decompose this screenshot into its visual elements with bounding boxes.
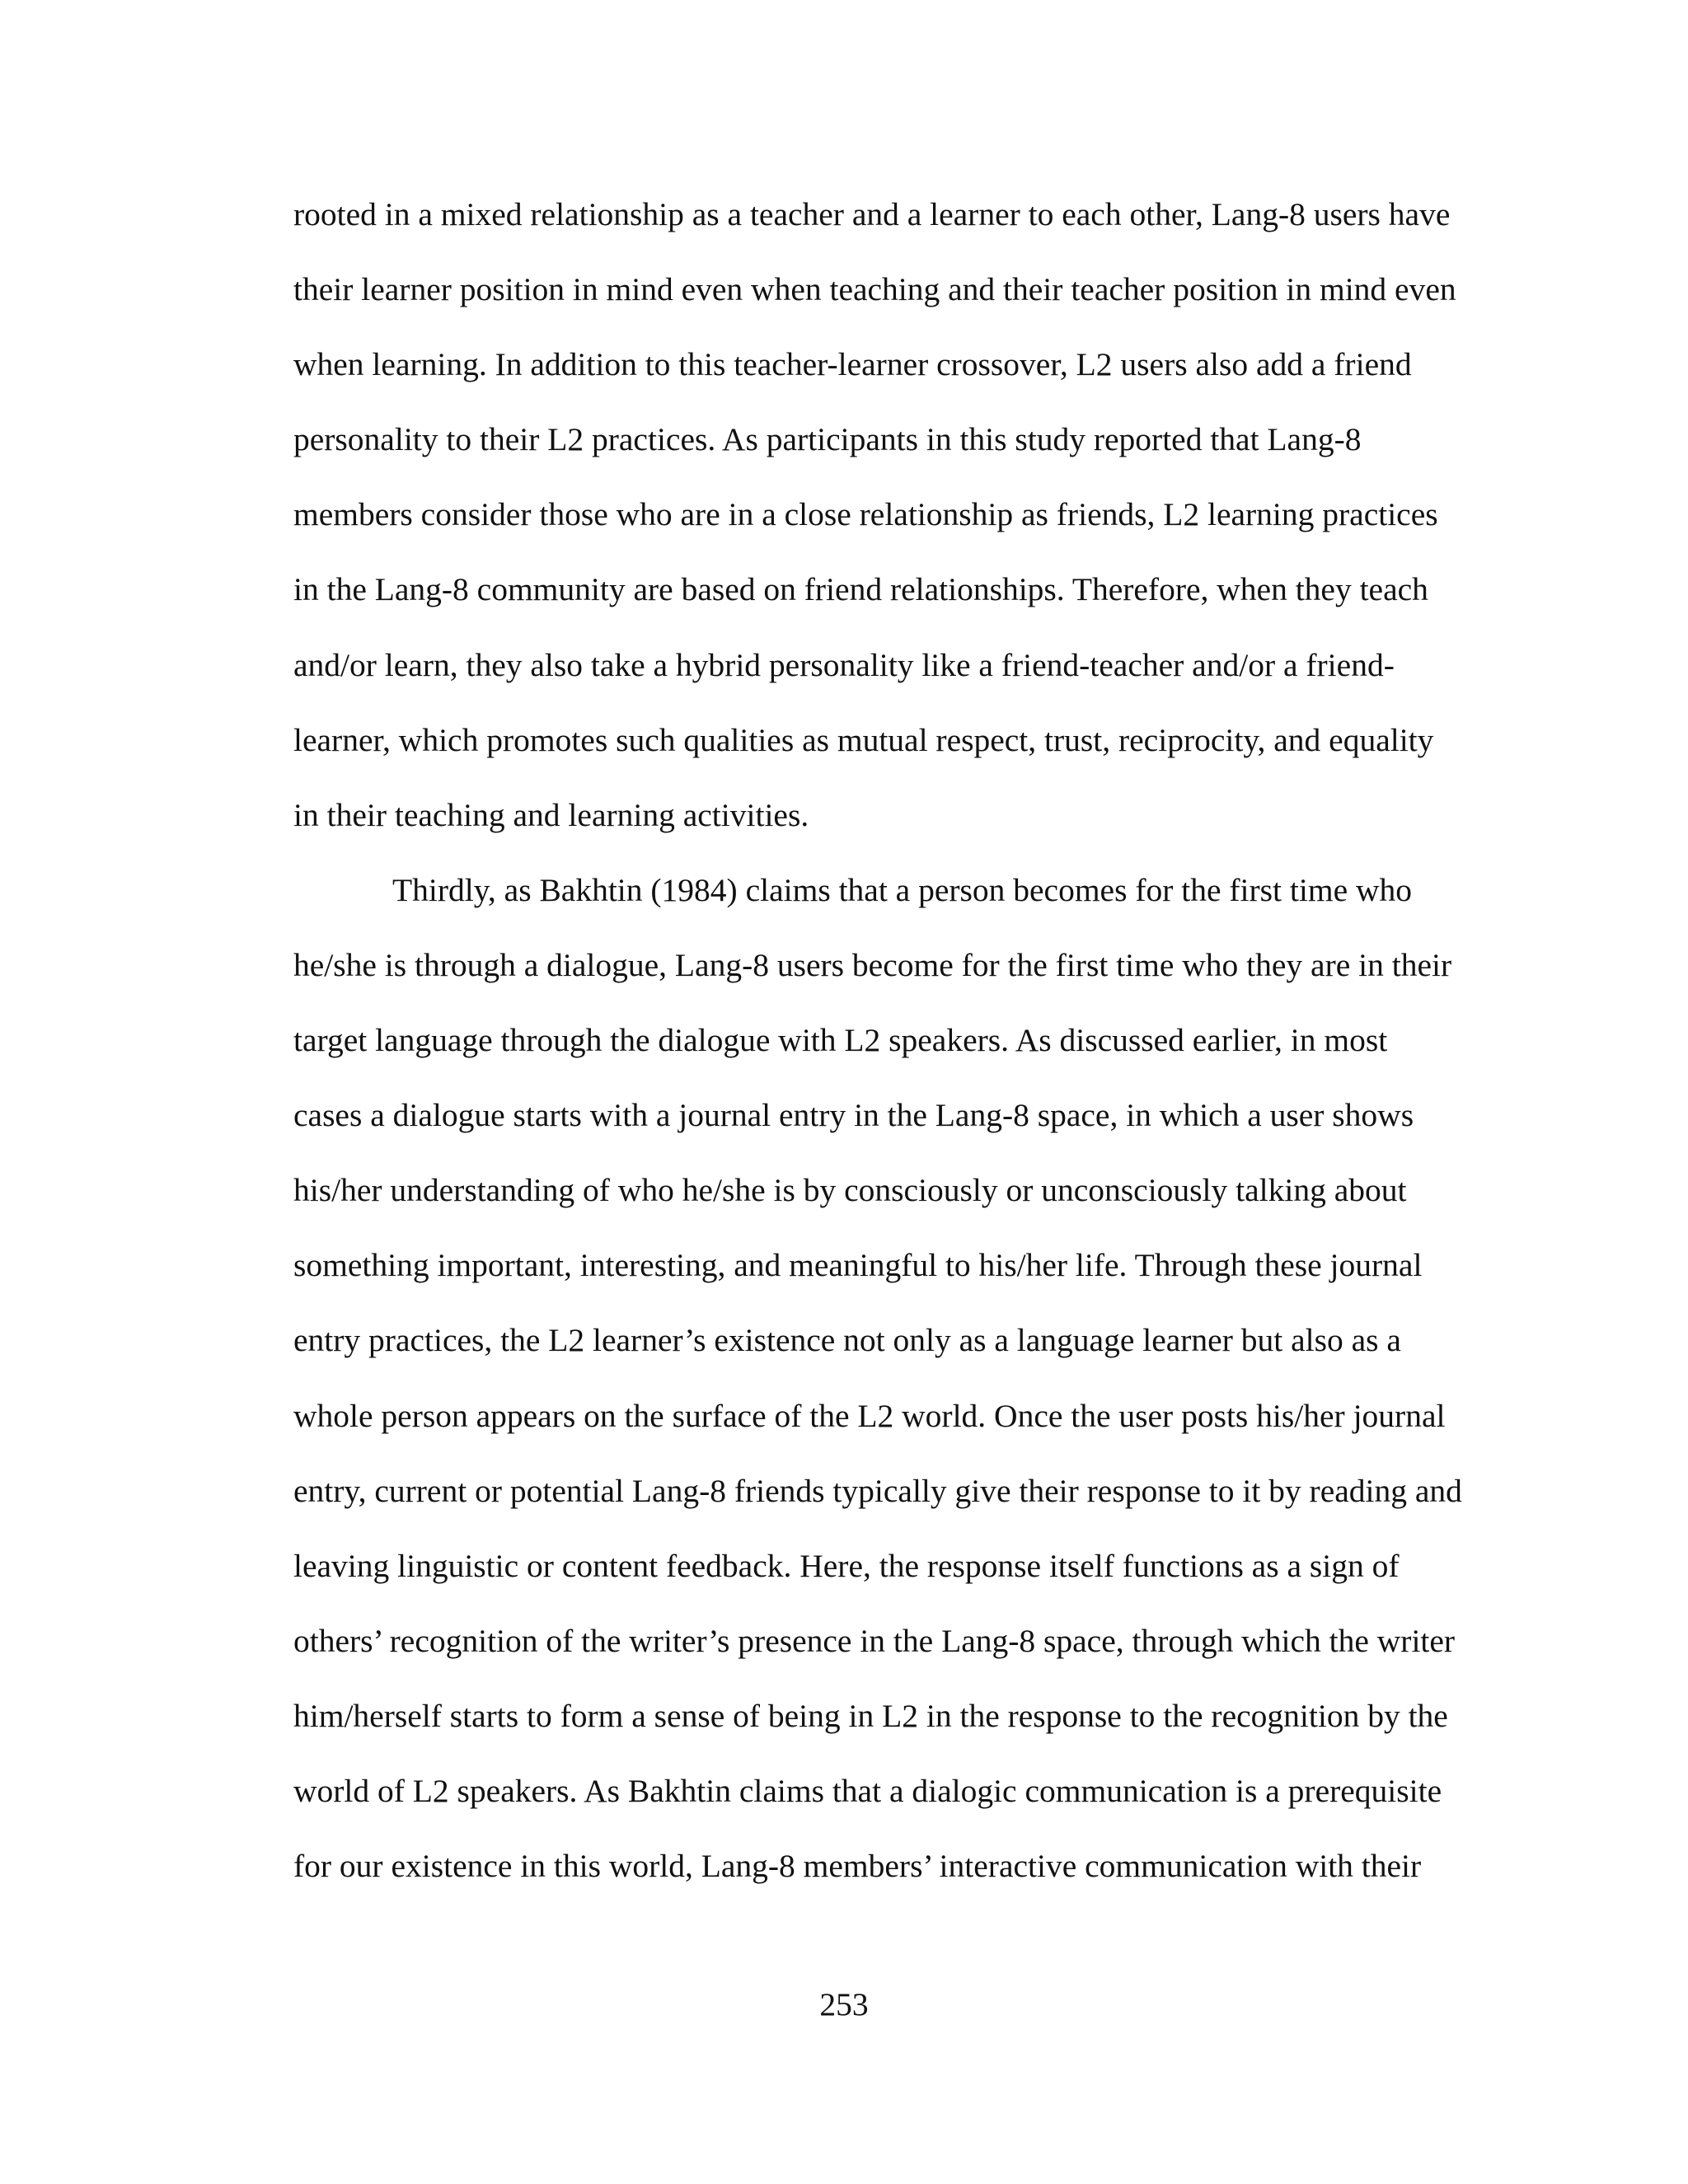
text-line: him/herself starts to form a sense of being in L2 in the response to the recognition by the (293, 1697, 1448, 1734)
text-line: in their teaching and learning activities. (293, 796, 809, 833)
text-line: whole person appears on the surface of the L2 world. Once the user posts his/her journal (293, 1397, 1446, 1434)
text-line: rooted in a mixed relationship as a teacher and a learner to each other, Lang-8 users have (293, 196, 1451, 232)
text-line: in the Lang-8 community are based on friend relationships. Therefore, when they teach (293, 571, 1428, 608)
text-line: and/or learn, they also take a hybrid personality like a friend-teacher and/or a friend- (293, 646, 1395, 683)
text-line: leaving linguistic or content feedback. Here, the response itself functions as a sign of (293, 1547, 1400, 1584)
text-line: cases a dialogue starts with a journal entry in the Lang-8 space, in which a user shows (293, 1097, 1414, 1134)
text-line: personality to their L2 practices. As participants in this study reported that Lang-8 (293, 421, 1362, 458)
text-line: when learning. In addition to this teacher-learner crossover, L2 users also add a friend (293, 346, 1412, 383)
text-line: his/her understanding of who he/she is by consciously or unconsciously talking about (293, 1172, 1407, 1209)
text-line: he/she is through a dialogue, Lang-8 users become for the first time who they are in their (293, 946, 1452, 983)
body-text (293, 190, 1480, 1916)
text-line: others’ recognition of the writer’s presence in the Lang-8 space, through which the writer (293, 1622, 1456, 1659)
text-line: their learner position in mind even when teaching and their teacher position in mind even (293, 271, 1456, 308)
text-line: entry, current or potential Lang-8 friends typically give their response to it by reading and (293, 1472, 1462, 1509)
text-line: members consider those who are in a close relationship as friends, L2 learning practices (293, 496, 1438, 533)
text-line: target language through the dialogue with L2 speakers. As discussed earlier, in most (293, 1022, 1388, 1059)
page-number: 253 (819, 1986, 869, 2022)
text-line: learner, which promotes such qualities as mutual respect, trust, reciprocity, and equality (293, 721, 1434, 758)
text-line: Thirdly, as Bakhtin (1984) claims that a person becomes for the first time who (392, 871, 1412, 908)
paragraph-1 (293, 190, 1480, 865)
text-line: for our existence in this world, Lang-8 members’ interactive communication with their (293, 1848, 1422, 1885)
text-line: world of L2 speakers. As Bakhtin claims that a dialogic communication is a prerequisite (293, 1772, 1442, 1809)
paragraph-2 (293, 865, 1480, 1916)
text-line: something important, interesting, and meaningful to his/her life. Through these journal (293, 1247, 1423, 1284)
text-line: entry practices, the L2 learner’s existence not only as a language learner but also as a (293, 1322, 1401, 1359)
